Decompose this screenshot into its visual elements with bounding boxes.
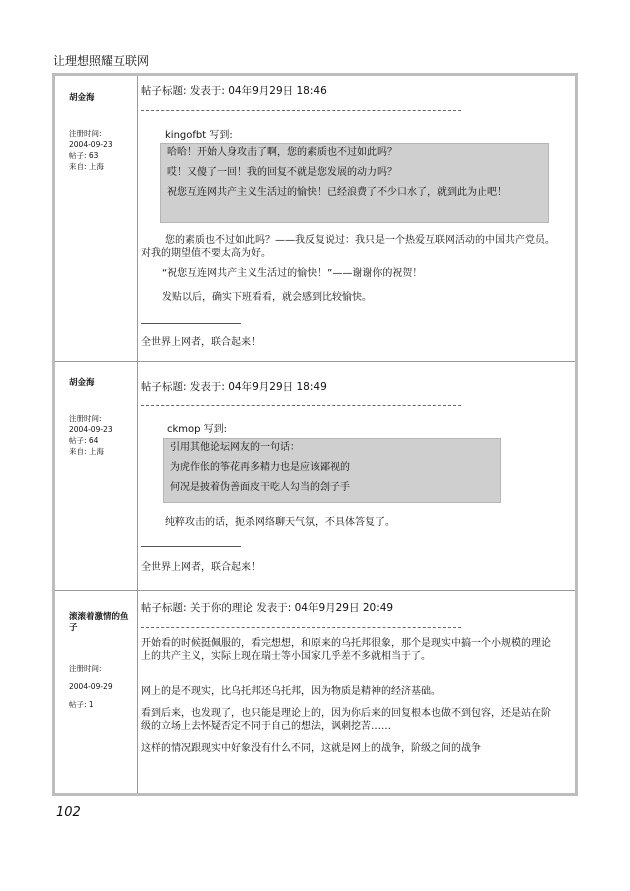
body-paragraph: 看到后来，也发现了，也只能是理论上的，因为你后来的回复根本也做不到包容，还是站在阶级的立场上去怀疑否定不同于自己的想法，讽刺挖苦…… [141,708,551,732]
body-paragraph: 这样的情况跟现实中好象没有什么不同，这就是网上的战争，阶级之间的战争 [141,743,481,754]
location: 来自: 上海 [69,447,104,456]
post-content [138,76,575,361]
signature-rule [141,546,241,547]
body-paragraph: 开始看的时候挺佩服的，看完想想，和原来的乌托邦很象，那个是现实中搞一个小规模的理论上的共产主义，实际上现在瑞士等小国家几乎差不多就相当于了。 [141,638,551,662]
author-sidebar [55,361,138,590]
body-paragraph: “祝您互连网共产主义生活过的愉快！”——谢谢你的祝贺！ [162,268,423,279]
page-number: 102 [56,805,81,820]
post-count: 帖子: 1 [69,700,94,709]
reg-label: 注册时间: [69,414,102,423]
reg-date: 2004-09-29 [69,682,113,691]
post-header: 帖子标题: 发表于: 04年9月29日 18:46 [141,85,327,97]
author-meta [69,660,113,714]
body-paragraph: 纯粹攻击的话，扼杀网络聊天气氛，不具体答复了。 [165,517,395,528]
post-content [138,361,575,590]
post-count: 帖子: 64 [69,436,99,445]
divider [141,627,461,628]
quote-line: 祝您互连网共产主义生活过的愉快！已经浪费了不少口水了，就到此为止吧！ [167,187,507,198]
body-paragraph: 您的素质也不过如此吗？——我反复说过：我只是一个热爱互联网活动的中国共产党员。对我的期望值不要太高为好。 [141,235,555,259]
quote-line: 哎！又傻了一回！我的回复不就是您发展的动力吗？ [167,167,397,178]
quote-line: 引用其他论坛网友的一句话： [170,442,300,453]
signature: 全世界上网者，联合起来！ [141,337,261,348]
post-content [138,590,575,793]
quote-line: 何况是披着伪善面皮干吃人勾当的刽子手 [170,482,350,493]
author-sidebar [55,590,138,793]
quote-author: kingofbt 写到: [165,130,233,141]
body-paragraph: 发贴以后，确实下班看看，就会感到比较愉快。 [162,292,372,303]
post-header: 帖子标题: 发表于: 04年9月29日 18:49 [141,381,327,393]
forum-post [55,590,575,793]
quote-author: ckmop 写到: [167,424,228,435]
forum-post [55,76,575,362]
reg-label: 注册时间: [69,664,102,673]
reg-date: 2004-09-23 [69,140,113,149]
post-count: 帖子: 63 [69,151,99,160]
divider [141,110,461,111]
signature-rule [141,323,241,324]
author-name[interactable]: 滚滚着激情的鱼子 [69,612,129,633]
signature: 全世界上网者，联合起来！ [141,562,261,573]
quote-box [160,143,549,223]
divider [141,405,461,406]
author-meta [69,128,113,172]
forum-thread-frame [52,73,578,796]
author-sidebar [55,76,138,361]
location: 来自: 上海 [69,162,104,171]
reg-label: 注册时间: [69,129,102,138]
post-header: 帖子标题: 关于你的理论 发表于: 04年9月29日 20:49 [141,602,394,614]
quote-box [163,438,501,503]
book-title: 让理想照耀互联网 [53,54,150,68]
author-name[interactable]: 胡金海 [69,93,95,103]
author-meta [69,413,113,457]
quote-line: 为虎作伥的筝花再多精力也是应该鄙视的 [170,462,350,473]
reg-date: 2004-09-23 [69,425,113,434]
quote-line: 哈哈！开始人身攻击了啊，您的素质也不过如此吗？ [167,147,397,158]
body-paragraph: 网上的是不现实，比乌托邦还乌托邦，因为物质是精神的经济基础。 [141,686,441,697]
author-name[interactable]: 胡金海 [69,378,95,388]
forum-post [55,361,575,591]
